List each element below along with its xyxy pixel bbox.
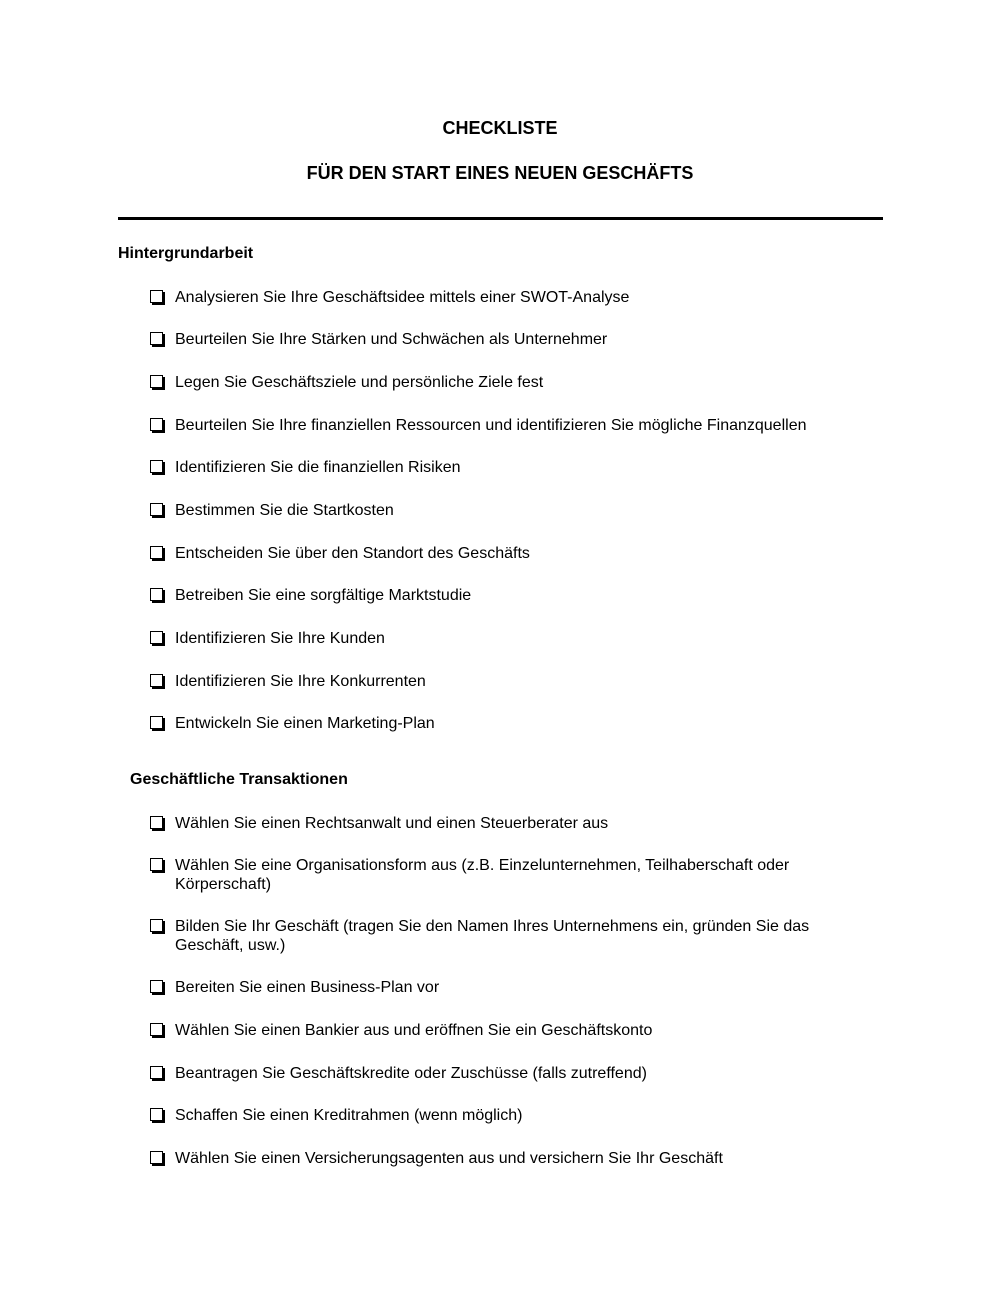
checklist-item: Wählen Sie einen Versicherungsagenten aus und versichern Sie Ihr Geschäft xyxy=(150,1149,850,1168)
checkbox-icon[interactable] xyxy=(150,588,163,601)
checkbox-icon[interactable] xyxy=(150,716,163,729)
checkbox-icon[interactable] xyxy=(150,858,163,871)
checklist-item: Wählen Sie einen Rechtsanwalt und einen Steuerberater aus xyxy=(150,814,850,833)
checklist-item: Beurteilen Sie Ihre finanziellen Ressourcen und identifizieren Sie mögliche Finanzquellen xyxy=(150,416,850,435)
checkbox-icon[interactable] xyxy=(150,418,163,431)
checklist-item: Entscheiden Sie über den Standort des Geschäfts xyxy=(150,544,850,563)
checklist-item: Entwickeln Sie einen Marketing-Plan xyxy=(150,714,850,733)
checklist-item: Beantragen Sie Geschäftskredite oder Zuschüsse (falls zutreffend) xyxy=(150,1064,850,1083)
document-subtitle: FÜR DEN START EINES NEUEN GESCHÄFTS xyxy=(306,163,694,183)
title-divider xyxy=(118,217,883,220)
checklist-item: Betreiben Sie eine sorgfältige Marktstudie xyxy=(150,586,850,605)
checklist-item: Schaffen Sie einen Kreditrahmen (wenn möglich) xyxy=(150,1106,850,1125)
checkbox-icon[interactable] xyxy=(150,1023,163,1036)
checklist-item: Identifizieren Sie die finanziellen Risiken xyxy=(150,458,850,477)
checklist-item: Bestimmen Sie die Startkosten xyxy=(150,501,850,520)
section-heading-hintergrundarbeit: Hintergrundarbeit xyxy=(118,245,254,262)
checklist-item: Bereiten Sie einen Business-Plan vor xyxy=(150,978,850,997)
checkbox-icon[interactable] xyxy=(150,460,163,473)
checklist-item: Bilden Sie Ihr Geschäft (tragen Sie den Namen Ihres Unternehmens ein, gründen Sie das Geschäft, usw.) xyxy=(150,917,850,955)
checkbox-icon[interactable] xyxy=(150,1066,163,1079)
checkbox-icon[interactable] xyxy=(150,332,163,345)
checkbox-icon[interactable] xyxy=(150,631,163,644)
checkbox-icon[interactable] xyxy=(150,919,163,932)
checklist-item: Identifizieren Sie Ihre Konkurrenten xyxy=(150,672,850,691)
checkbox-icon[interactable] xyxy=(150,1151,163,1164)
checkbox-icon[interactable] xyxy=(150,674,163,687)
checklist-item: Identifizieren Sie Ihre Kunden xyxy=(150,629,850,648)
checkbox-icon[interactable] xyxy=(150,375,163,388)
checkbox-icon[interactable] xyxy=(150,503,163,516)
checkbox-icon[interactable] xyxy=(150,546,163,559)
checkbox-icon[interactable] xyxy=(150,290,163,303)
checklist-item: Analysieren Sie Ihre Geschäftsidee mittels einer SWOT-Analyse xyxy=(150,288,850,307)
checkbox-icon[interactable] xyxy=(150,1108,163,1121)
checklist-item: Wählen Sie einen Bankier aus und eröffnen Sie ein Geschäftskonto xyxy=(150,1021,850,1040)
checkbox-icon[interactable] xyxy=(150,980,163,993)
document-title: CHECKLISTE xyxy=(442,118,558,138)
checklist-item: Wählen Sie eine Organisationsform aus (z.B. Einzelunternehmen, Teilhaberschaft oder Körperschaft) xyxy=(150,856,850,894)
section-heading-geschaeftliche-transaktionen: Geschäftliche Transaktionen xyxy=(130,771,348,788)
checklist-item: Legen Sie Geschäftsziele und persönliche Ziele fest xyxy=(150,373,850,392)
checkbox-icon[interactable] xyxy=(150,816,163,829)
checklist-item: Beurteilen Sie Ihre Stärken und Schwächen als Unternehmer xyxy=(150,330,850,349)
